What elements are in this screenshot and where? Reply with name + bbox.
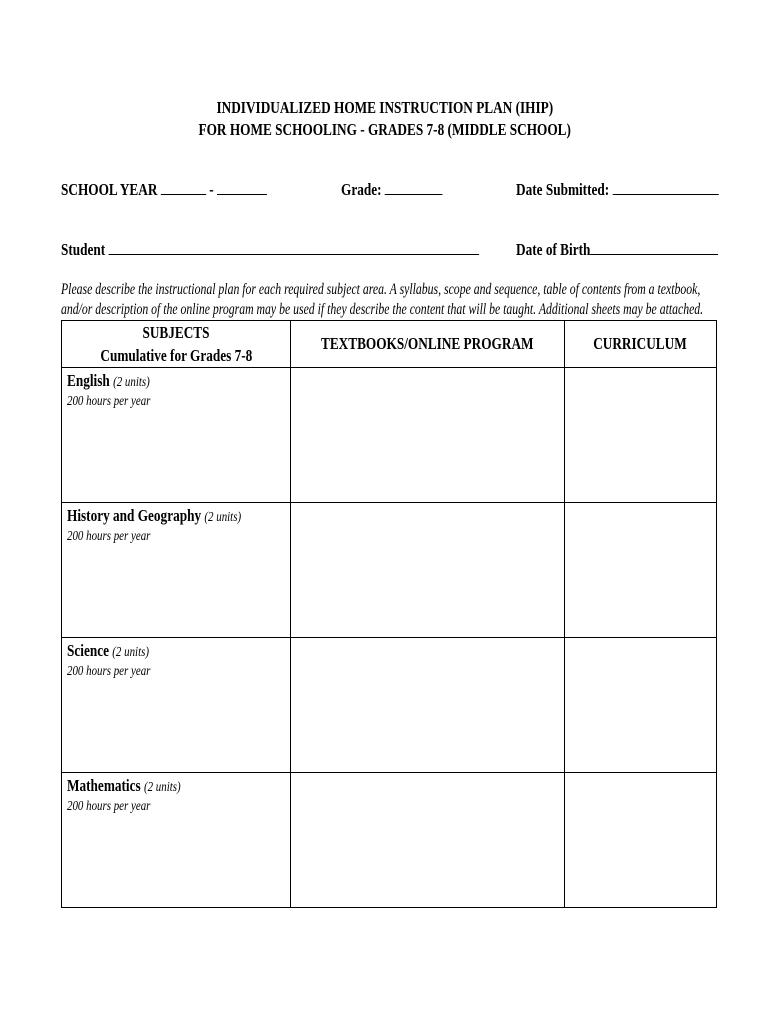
date-submitted-blank[interactable] — [613, 180, 719, 195]
date-of-birth-field — [516, 240, 770, 260]
subject-cell-english: English (2 units) 200 hours per year — [62, 368, 291, 503]
subjects-header: SUBJECTS Cumulative for Grades 7-8 — [62, 321, 291, 368]
grade-blank[interactable] — [385, 180, 443, 195]
school-year-end-blank[interactable] — [217, 180, 267, 195]
table-row — [62, 368, 717, 503]
student-name-blank[interactable] — [109, 240, 479, 255]
instructions-line1: Please describe the instructional plan for each required subject area. A syllabus, scope and sequence, table of contents from a textbook, — [61, 281, 701, 298]
science-curriculum-cell[interactable] — [564, 638, 716, 773]
date-of-birth-blank[interactable] — [590, 240, 718, 255]
history-geography-textbooks-cell[interactable] — [291, 503, 565, 638]
date-submitted-label: Date Submitted: — [516, 180, 610, 199]
date-of-birth-label: Date of Birth — [516, 240, 591, 259]
table-row — [62, 773, 717, 908]
textbooks-header: TEXTBOOKS/ONLINE PROGRAM — [291, 321, 565, 368]
mathematics-curriculum-cell[interactable] — [564, 773, 716, 908]
english-curriculum-cell[interactable] — [564, 368, 716, 503]
school-year-dash: - — [209, 180, 214, 199]
history-geography-curriculum-cell[interactable] — [564, 503, 716, 638]
subject-cell-mathematics: Mathematics (2 units) 200 hours per year — [62, 773, 291, 908]
date-submitted-field — [516, 180, 770, 200]
instructions — [61, 280, 770, 320]
school-year-label: SCHOOL YEAR — [61, 180, 158, 199]
mathematics-textbooks-cell[interactable] — [291, 773, 565, 908]
subject-cell-science: Science (2 units) 200 hours per year — [62, 638, 291, 773]
instructions-line2: and/or description of the online program may be used if they describe the content that will be taught. Additional sheets may be attached. — [61, 301, 704, 318]
english-textbooks-cell[interactable] — [291, 368, 565, 503]
form-title-line2: FOR HOME SCHOOLING - GRADES 7-8 (MIDDLE SCHOOL) — [198, 120, 572, 139]
instruction-plan-table — [61, 320, 717, 908]
table-row — [62, 503, 717, 638]
grade-label: Grade: — [341, 180, 382, 199]
subject-cell-history-geography: History and Geography (2 units) 200 hours per year — [62, 503, 291, 638]
table-header-row — [62, 321, 717, 368]
curriculum-header: CURRICULUM — [564, 321, 716, 368]
grade-field — [341, 180, 471, 200]
school-year-field — [61, 180, 325, 200]
school-year-start-blank[interactable] — [161, 180, 206, 195]
student-label: Student — [61, 240, 106, 259]
table-row — [62, 638, 717, 773]
form-title-line1: INDIVIDUALIZED HOME INSTRUCTION PLAN (IHIP) — [216, 98, 554, 117]
science-textbooks-cell[interactable] — [291, 638, 565, 773]
